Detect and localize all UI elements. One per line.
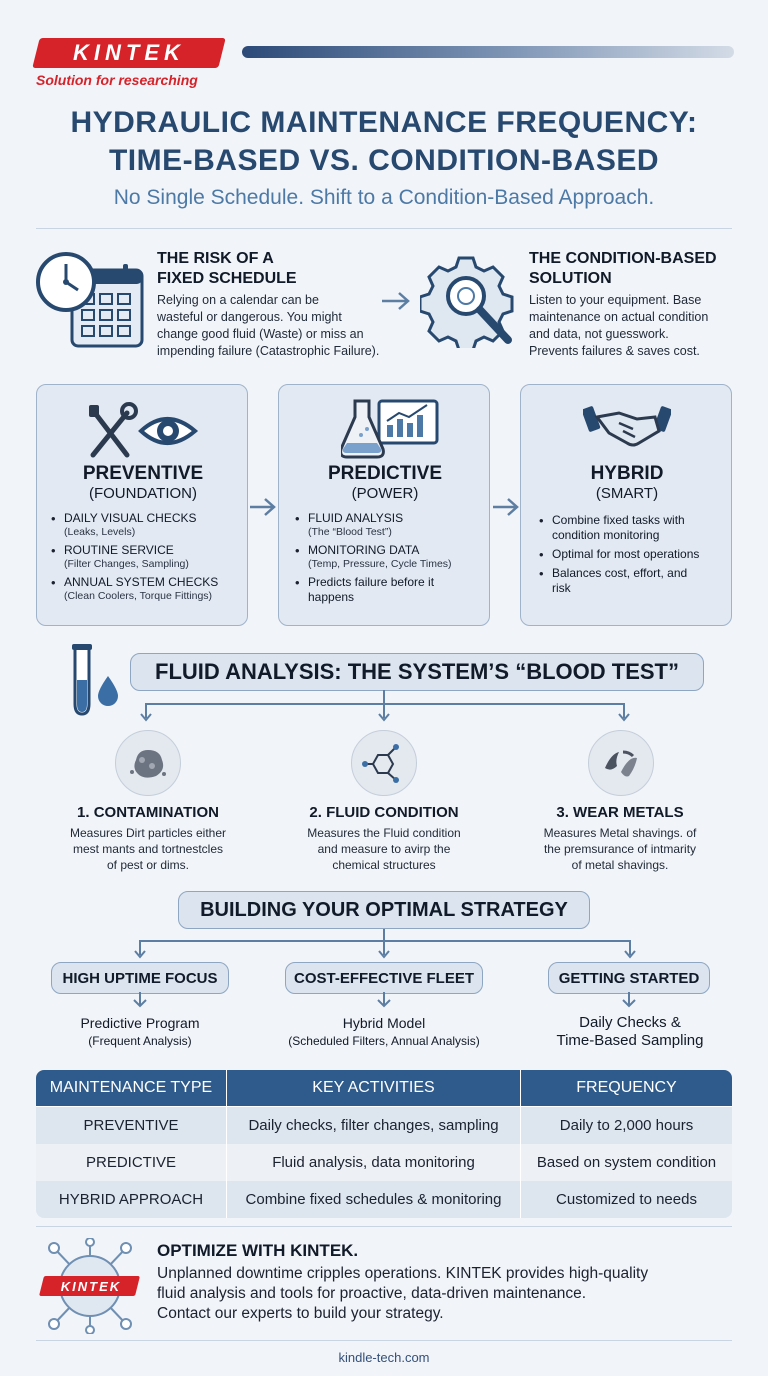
strategy-getting-started: GETTING STARTED <box>548 962 710 994</box>
optimize-line1: Unplanned downtime cripples operations. KINTEK provides high-quality <box>157 1265 649 1282</box>
divider <box>36 1340 732 1341</box>
table-cell: HYBRID APPROACH <box>36 1181 227 1218</box>
page-title-line1: HYDRAULIC MAINTENANCE FREQUENCY: <box>70 106 698 139</box>
item-main: • Optimal for most operations <box>552 547 700 561</box>
svg-text:KINTEK: KINTEK <box>60 1279 122 1294</box>
wear-metals-title: 3. WEAR METALS <box>556 804 684 821</box>
risk-body-line3: change good fluid (Waste) or miss an <box>157 327 364 341</box>
table-cell: Daily checks, filter changes, sampling <box>227 1107 521 1144</box>
strategy-heading: BUILDING YOUR OPTIMAL STRATEGY <box>178 891 590 929</box>
table-header-cell: MAINTENANCE TYPE <box>36 1070 227 1106</box>
result-title: Predictive Program <box>80 1015 200 1031</box>
page-title-line2: TIME-BASED VS. CONDITION-BASED <box>108 144 660 177</box>
gear-magnifier-icon <box>420 254 518 348</box>
solution-body-line4: Prevents failures & saves cost. <box>529 344 700 358</box>
list-item <box>295 511 487 539</box>
list-item <box>295 543 487 571</box>
solution-heading-line1: THE CONDITION-BASED <box>529 250 717 267</box>
card-title: HYBRID <box>590 463 664 484</box>
dirt-particle-icon <box>115 730 181 796</box>
list-item <box>539 566 729 596</box>
maintenance-table <box>36 1070 732 1218</box>
item-main: • DAILY VISUAL CHECKS <box>64 511 197 525</box>
table-row <box>36 1181 732 1218</box>
card-list <box>51 511 243 607</box>
item-sub: happens <box>308 590 355 604</box>
table-cell: Combine fixed schedules & monitoring <box>227 1181 521 1218</box>
item-main: • ANNUAL SYSTEM CHECKS <box>64 575 219 589</box>
arrow-right-icon <box>380 290 412 317</box>
table-row <box>36 1144 732 1181</box>
network-logo-icon <box>34 1238 146 1334</box>
item-sub: (Temp, Pressure, Cycle Times) <box>308 558 452 570</box>
cost-effective-result <box>254 1014 514 1050</box>
item-sub: (Clean Coolers, Torque Fittings) <box>64 590 213 602</box>
table-cell: Based on system condition <box>521 1144 732 1181</box>
contamination-line2: mest mants and tortnestcles <box>72 842 224 856</box>
wear-metals-block <box>502 804 738 873</box>
card-list <box>295 511 487 609</box>
fluid-connector <box>140 690 630 735</box>
item-main: • FLUID ANALYSIS <box>308 511 404 525</box>
table-cell: PREVENTIVE <box>36 1107 227 1144</box>
optimize-body <box>157 1264 727 1324</box>
strategy-high-uptime: HIGH UPTIME FOCUS <box>51 962 229 994</box>
solution-body-line1: Listen to your equipment. Base <box>529 293 702 307</box>
list-item <box>295 575 487 605</box>
item-sub: (Filter Changes, Sampling) <box>64 558 189 570</box>
solution-heading-line2: SOLUTION <box>529 270 612 287</box>
strategy-cost-effective: COST-EFFECTIVE FLEET <box>285 962 483 994</box>
risk-heading-line1: THE RISK OF A <box>157 250 274 267</box>
tools-eye-icon <box>87 399 199 466</box>
card-list <box>539 513 729 600</box>
item-sub: (Leaks, Levels) <box>64 526 136 538</box>
item-sub: (The “Blood Test”) <box>308 526 392 538</box>
card-predictive <box>278 384 490 626</box>
fluid-condition-block <box>266 804 502 873</box>
clock-calendar-icon <box>34 250 146 350</box>
fluid-condition-line2: and measure to avirp the <box>317 842 451 856</box>
card-title: PREDICTIVE <box>327 463 443 484</box>
down-arrow-icon <box>130 992 150 1015</box>
solution-body <box>529 292 749 360</box>
table-cell: Customized to needs <box>521 1181 732 1218</box>
handshake-icon <box>583 401 671 456</box>
result-detail: Time-Based Sampling <box>556 1032 704 1049</box>
list-item <box>51 511 243 539</box>
result-detail: (Scheduled Filters, Annual Analysis) <box>288 1034 480 1048</box>
risk-heading <box>157 249 297 289</box>
fluid-condition-body <box>266 825 502 873</box>
card-subtitle: (FOUNDATION) <box>88 485 198 502</box>
flask-chart-icon <box>341 395 441 466</box>
table-header-row <box>36 1070 732 1107</box>
contamination-block <box>30 804 266 873</box>
footer-link[interactable]: kindle-tech.com <box>338 1350 430 1365</box>
contamination-line3: of pest or dims. <box>106 858 190 872</box>
risk-body-line2: wasteful or dangerous. You might <box>157 310 342 324</box>
header-gradient-bar <box>242 46 734 58</box>
page-subtitle: No Single Schedule. Shift to a Condition-Based Approach. <box>113 186 655 209</box>
card-subtitle: (SMART) <box>595 485 659 502</box>
table-cell: Fluid analysis, data monitoring <box>227 1144 521 1181</box>
contamination-line1: Measures Dirt particles either <box>69 826 227 840</box>
wear-metals-line3: of metal shavings. <box>571 858 669 872</box>
optimize-heading: OPTIMIZE WITH KINTEK. <box>157 1241 359 1260</box>
fluid-condition-line3: chemical structures <box>332 858 436 872</box>
solution-heading <box>529 249 717 289</box>
item-main: • Balances cost, effort, and <box>552 566 688 580</box>
logo-text: KINTEK <box>73 40 185 65</box>
down-arrow-icon <box>374 992 394 1015</box>
logo-tagline: Solution for researching <box>36 72 198 88</box>
list-item <box>539 513 729 543</box>
list-item <box>51 575 243 603</box>
fluid-condition-title: 2. FLUID CONDITION <box>309 804 459 821</box>
test-tube-icon <box>66 642 122 723</box>
risk-heading-line2: FIXED SCHEDULE <box>157 270 297 287</box>
card-hybrid <box>520 384 732 626</box>
risk-body <box>157 292 397 360</box>
item-sub: risk <box>552 581 571 595</box>
arrow-right-icon <box>250 496 278 523</box>
contamination-body <box>30 825 266 873</box>
down-arrow-icon <box>619 992 639 1015</box>
result-title: Daily Checks & <box>579 1014 681 1031</box>
contamination-title: 1. CONTAMINATION <box>77 804 219 821</box>
wear-metals-line1: Measures Metal shavings. of <box>543 826 697 840</box>
table-header-cell: FREQUENCY <box>521 1070 732 1106</box>
optimize-line3: Contact our experts to build your strategy. <box>157 1305 444 1322</box>
table-row <box>36 1107 732 1144</box>
fluid-analysis-heading: FLUID ANALYSIS: THE SYSTEM’S “BLOOD TEST” <box>130 653 704 691</box>
divider <box>36 1226 732 1227</box>
result-detail: (Frequent Analysis) <box>88 1034 192 1048</box>
solution-body-line3: and data, not guesswork. <box>529 327 669 341</box>
arrow-right-icon <box>493 496 521 523</box>
item-sub: condition monitoring <box>552 528 660 542</box>
molecule-icon <box>351 730 417 796</box>
item-main: • MONITORING DATA <box>308 543 420 557</box>
item-main: • ROUTINE SERVICE <box>64 543 174 557</box>
getting-started-result <box>520 1014 740 1050</box>
table-header-cell: KEY ACTIVITIES <box>227 1070 521 1106</box>
card-preventive <box>36 384 248 626</box>
high-uptime-result <box>30 1014 250 1050</box>
divider <box>36 228 732 229</box>
card-subtitle: (POWER) <box>351 485 419 502</box>
card-title: PREVENTIVE <box>82 463 204 484</box>
result-title: Hybrid Model <box>342 1015 426 1031</box>
risk-body-line1: Relying on a calendar can be <box>157 293 319 307</box>
table-cell: Daily to 2,000 hours <box>521 1107 732 1144</box>
item-main: • Predicts failure before it <box>308 575 435 589</box>
wear-metals-line2: the premsurance of intmarity <box>543 842 697 856</box>
optimize-line2: fluid analysis and tools for proactive, data-driven maintenance. <box>157 1285 587 1302</box>
list-item <box>51 543 243 571</box>
solution-body-line2: maintenance on actual condition <box>529 310 709 324</box>
table-cell: PREDICTIVE <box>36 1144 227 1181</box>
item-main: • Combine fixed tasks with <box>552 513 685 527</box>
list-item <box>539 547 729 562</box>
kintek-logo[interactable] <box>32 38 225 68</box>
metal-shavings-icon <box>588 730 654 796</box>
wear-metals-body <box>502 825 738 873</box>
risk-body-line4: impending failure (Catastrophic Failure). <box>157 344 380 358</box>
fluid-condition-line1: Measures the Fluid condition <box>307 826 461 840</box>
